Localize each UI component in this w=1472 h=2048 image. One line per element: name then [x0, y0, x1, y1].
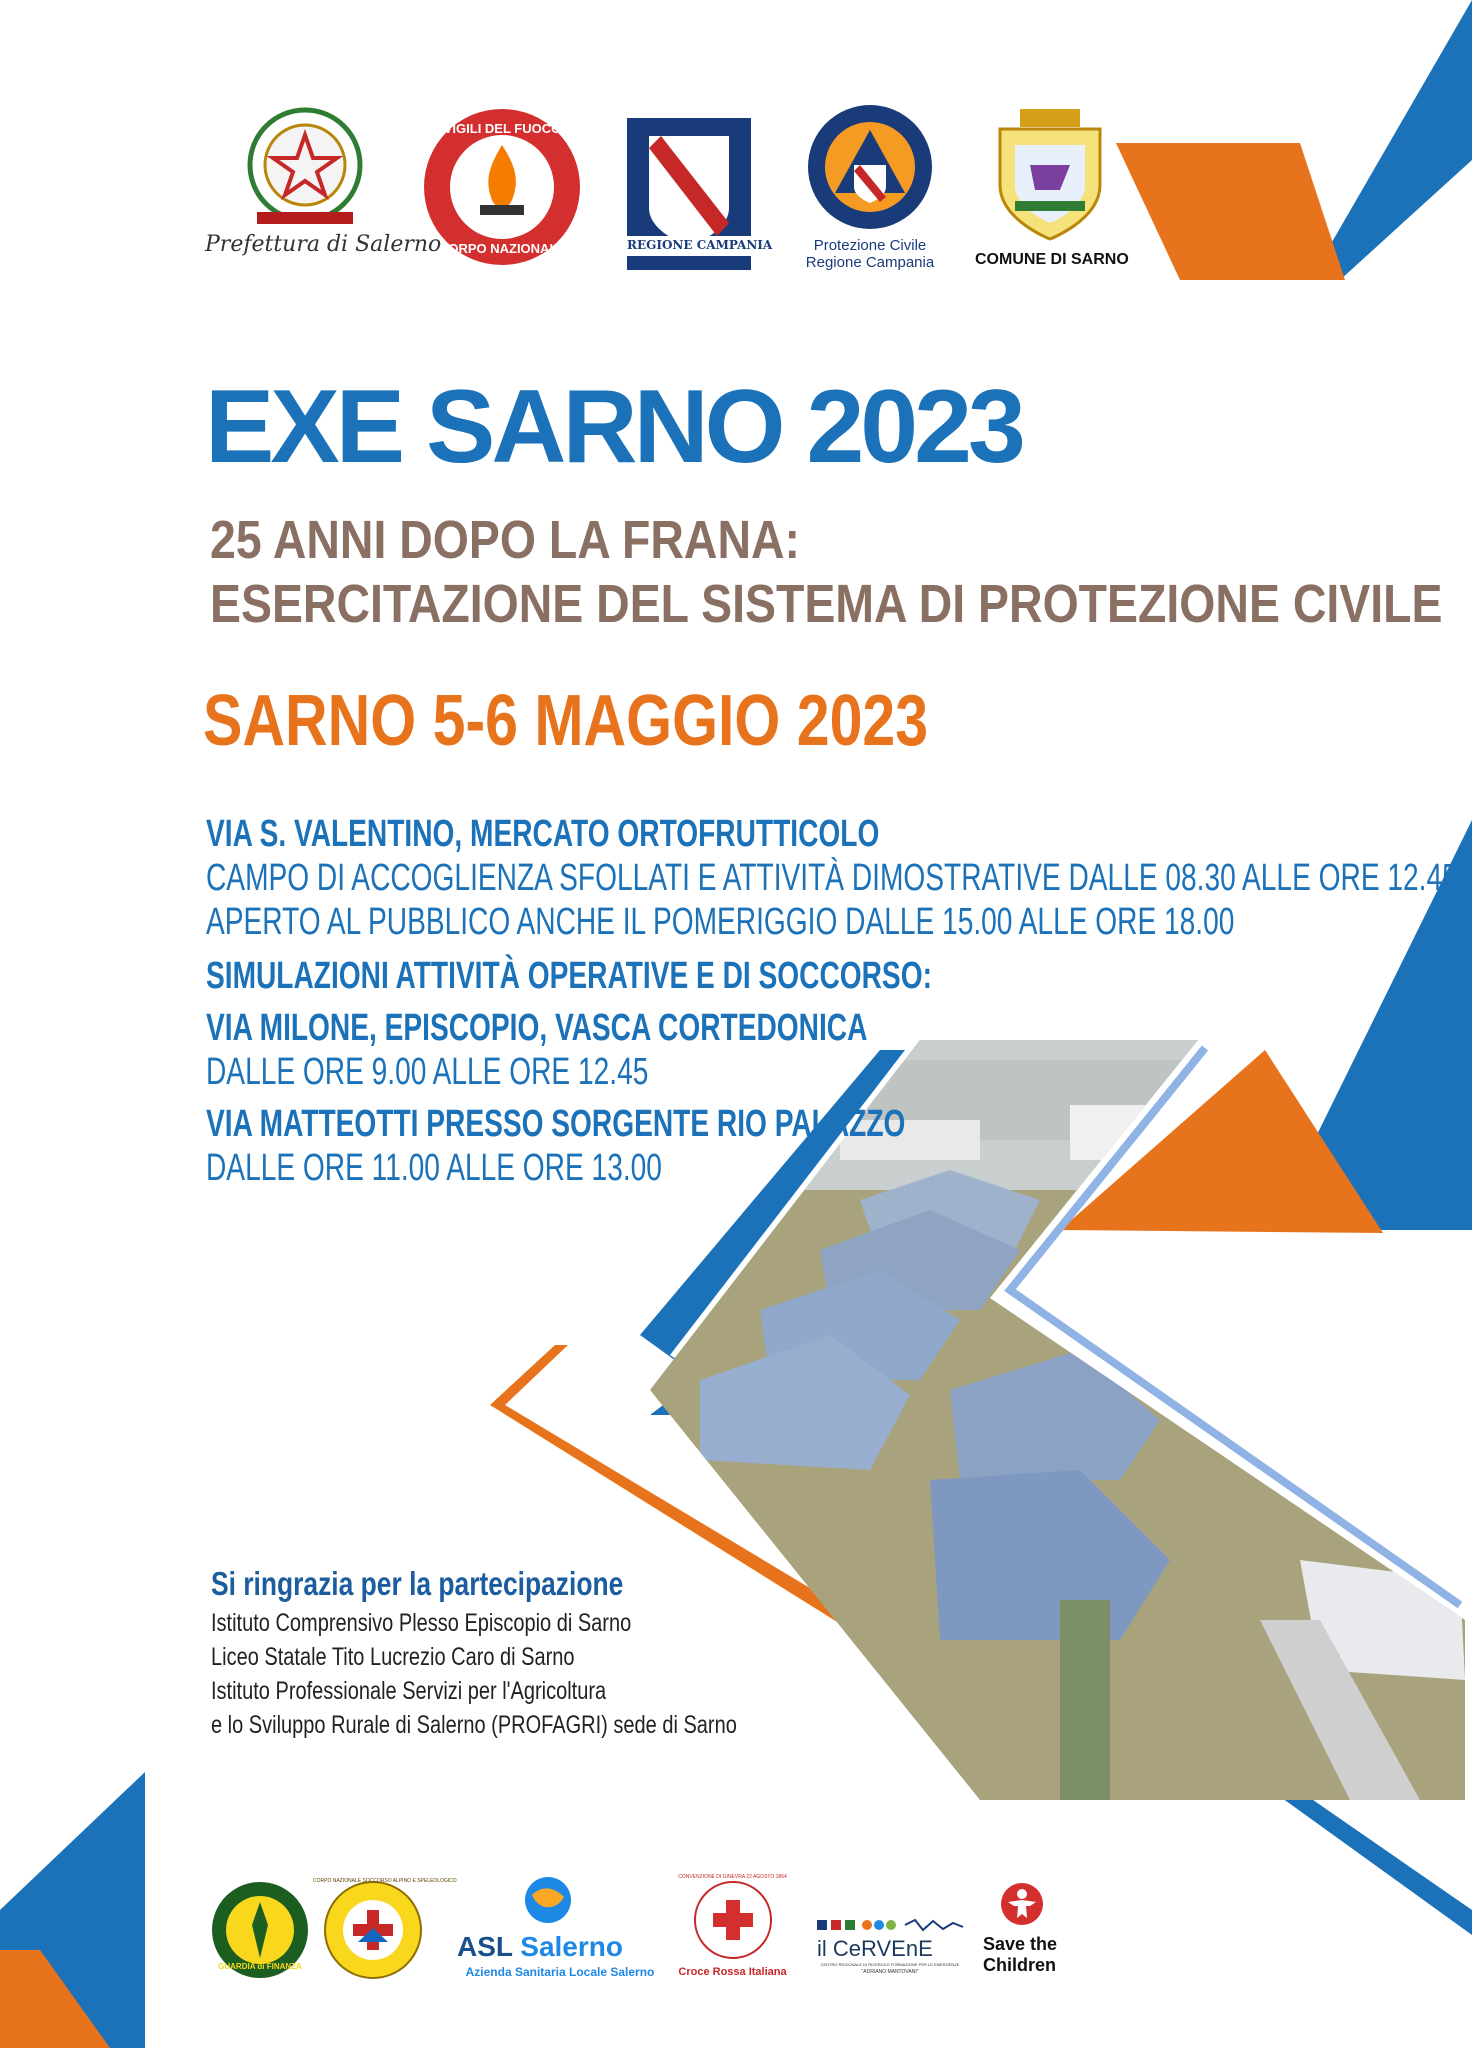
guardia-ring-text: GUARDIA di FINANZA — [218, 1962, 302, 1971]
asl-name-b: Salerno — [520, 1931, 623, 1962]
child-icon — [1017, 1889, 1027, 1899]
venue-1: VIA S. VALENTINO, MERCATO ORTOFRUTTICOLO — [206, 813, 880, 855]
acknowledgements-heading: Si ringrazia per la partecipazione — [211, 1565, 624, 1602]
ack-line-3: Istituto Professionale Servizi per l'Agricoltura — [211, 1677, 607, 1705]
asl-name-a: ASL — [457, 1931, 513, 1962]
vigili-del-fuoco-logo — [420, 105, 585, 270]
save-the-children-logo — [980, 1882, 1080, 1982]
venue-3: VIA MATTEOTTI PRESSO SORGENTE RIO PALAZZO — [206, 1103, 906, 1145]
ack-line-1: Istituto Comprensivo Plesso Episcopio di Sarno — [211, 1609, 632, 1637]
guardia-di-finanza-logo — [210, 1880, 310, 1980]
croce-rossa-logo — [675, 1874, 790, 1980]
soccorso-ring-text: CORPO NAZIONALE SOCCORSO ALPINO E SPELEOLOGICO — [313, 1878, 457, 1884]
vigili-ring-top: VIGILI DEL FUOCO — [443, 121, 562, 136]
save-line-1: Save the — [983, 1934, 1058, 1954]
event-date: SARNO 5-6 MAGGIO 2023 — [203, 681, 929, 761]
croce-ring-text: CONVENZIONE DI GINEVRA 22 AGOSTO 1864 — [678, 1874, 787, 1880]
venue-1-line-1: CAMPO DI ACCOGLIENZA SFOLLATI E ATTIVITÀ DIMOSTRATIVE DALLE 08.30 ALLE ORE 12.45 — [206, 857, 1458, 899]
vigili-ring-bottom: CORPO NAZIONALE — [438, 241, 567, 256]
comune-di-sarno-logo — [975, 105, 1129, 275]
subtitle — [210, 508, 1443, 636]
prefettura-caption: Prefettura di Salerno — [205, 232, 442, 257]
subtitle-line-2: ESERCITAZIONE DEL SISTEMA DI PROTEZIONE CIVILE — [210, 574, 1443, 634]
page-title: EXE SARNO 2023 — [205, 369, 1022, 485]
regione-caption: REGIONE CAMPANIA — [627, 238, 773, 252]
simulations-heading: SIMULAZIONI ATTIVITÀ OPERATIVE E DI SOCCORSO: — [206, 955, 932, 997]
venue-2: VIA MILONE, EPISCOPIO, VASCA CORTEDONICA — [206, 1007, 868, 1049]
ack-line-4: e lo Sviluppo Rurale di Salerno (PROFAGRI) sede di Sarno — [211, 1711, 737, 1739]
soccorso-alpino-logo — [313, 1878, 457, 1980]
protezione-caption-1: Protezione Civile — [813, 237, 927, 254]
acknowledgements — [211, 1562, 737, 1742]
partner-badges-icon — [815, 1918, 965, 1932]
cervene-sub-1: CENTRO REGIONALE DI RICERCA E FORMAZIONE PER LE EMERGENZE — [820, 1962, 960, 1967]
cervene-logo — [815, 1918, 965, 1980]
croce-caption: Croce Rossa Italiana — [678, 1966, 787, 1978]
save-line-2: Children — [983, 1955, 1057, 1975]
regione-campania-logo — [627, 118, 773, 270]
venue-2-time: DALLE ORE 9.00 ALLE ORE 12.45 — [206, 1051, 649, 1093]
comune-caption: COMUNE DI SARNO — [975, 251, 1129, 268]
deco-blue-top-right — [1310, 0, 1472, 280]
program — [206, 812, 1458, 1190]
deco-orange-top-right — [1116, 143, 1345, 280]
ack-line-2: Liceo Statale Tito Lucrezio Caro di Sarno — [211, 1643, 575, 1671]
asl-subtitle: Azienda Sanitaria Locale Salerno — [465, 1965, 655, 1979]
venue-3-time: DALLE ORE 11.00 ALLE ORE 13.00 — [206, 1147, 662, 1189]
protezione-caption-2: Regione Campania — [805, 254, 935, 271]
subtitle-line-1: 25 ANNI DOPO LA FRANA: — [210, 510, 800, 570]
venue-1-line-2: APERTO AL PUBBLICO ANCHE IL POMERIGGIO DALLE 15.00 ALLE ORE 18.00 — [206, 901, 1235, 943]
cervene-name: il CeRVEnE — [817, 1936, 933, 1961]
asl-salerno-logo — [455, 1875, 665, 1980]
cervene-sub-2: "ADRIANO MANTOVANI" — [861, 1969, 919, 1975]
protezione-civile-logo — [780, 105, 960, 275]
prefettura-logo — [205, 100, 442, 270]
